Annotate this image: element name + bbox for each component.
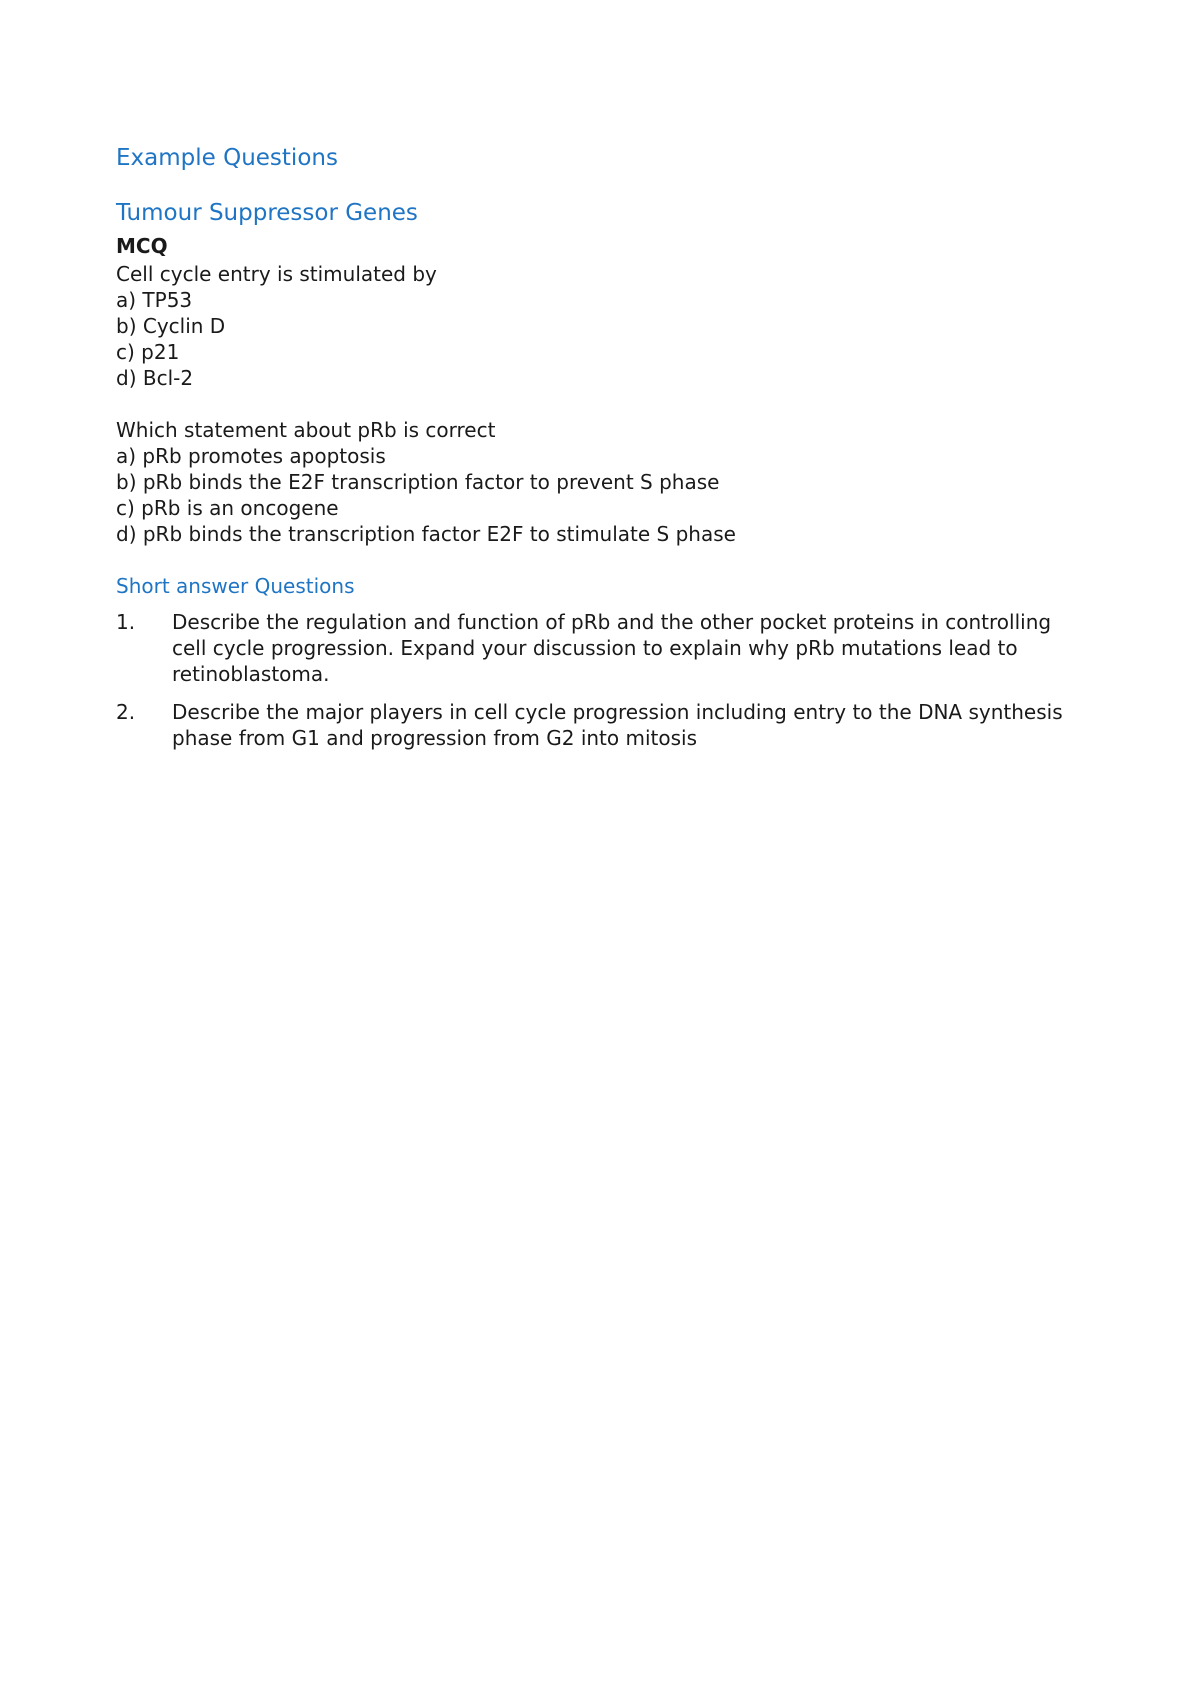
list-item-number: 1. — [116, 610, 136, 634]
question-option: a) TP53 — [116, 288, 193, 312]
list-item — [116, 609, 1076, 687]
question-option: d) Bcl-2 — [116, 366, 194, 390]
short-answer-list — [116, 609, 1076, 751]
list-item-text: Describe the regulation and function of pRb and the other pocket proteins in controlling cell cycle progression. Expand your discussion to explain why pRb mutations lead to retinoblastoma. — [172, 610, 1052, 686]
mcq-question-1 — [116, 261, 1076, 391]
page-title: Example Questions — [116, 145, 338, 171]
question-stem: Cell cycle entry is stimulated by — [116, 262, 437, 286]
document-body — [116, 140, 1076, 763]
short-answer-title: Short answer Questions — [116, 574, 355, 598]
question-option: c) p21 — [116, 340, 180, 364]
question-option: b) pRb binds the E2F transcription factor to prevent S phase — [116, 470, 720, 494]
question-option: c) pRb is an oncogene — [116, 496, 339, 520]
question-option: a) pRb promotes apoptosis — [116, 444, 386, 468]
spacer — [116, 391, 1076, 417]
mcq-label: MCQ — [116, 234, 168, 258]
mcq-question-2 — [116, 417, 1076, 547]
list-item — [116, 699, 1076, 751]
list-item-text: Describe the major players in cell cycle progression including entry to the DNA synthesis phase from G1 and progression from G2 into mitosis — [172, 700, 1063, 750]
section-title: Tumour Suppressor Genes — [116, 200, 418, 226]
question-option: d) pRb binds the transcription factor E2F to stimulate S phase — [116, 522, 736, 546]
question-stem: Which statement about pRb is correct — [116, 418, 496, 442]
list-item-number: 2. — [116, 700, 136, 724]
question-option: b) Cyclin D — [116, 314, 226, 338]
